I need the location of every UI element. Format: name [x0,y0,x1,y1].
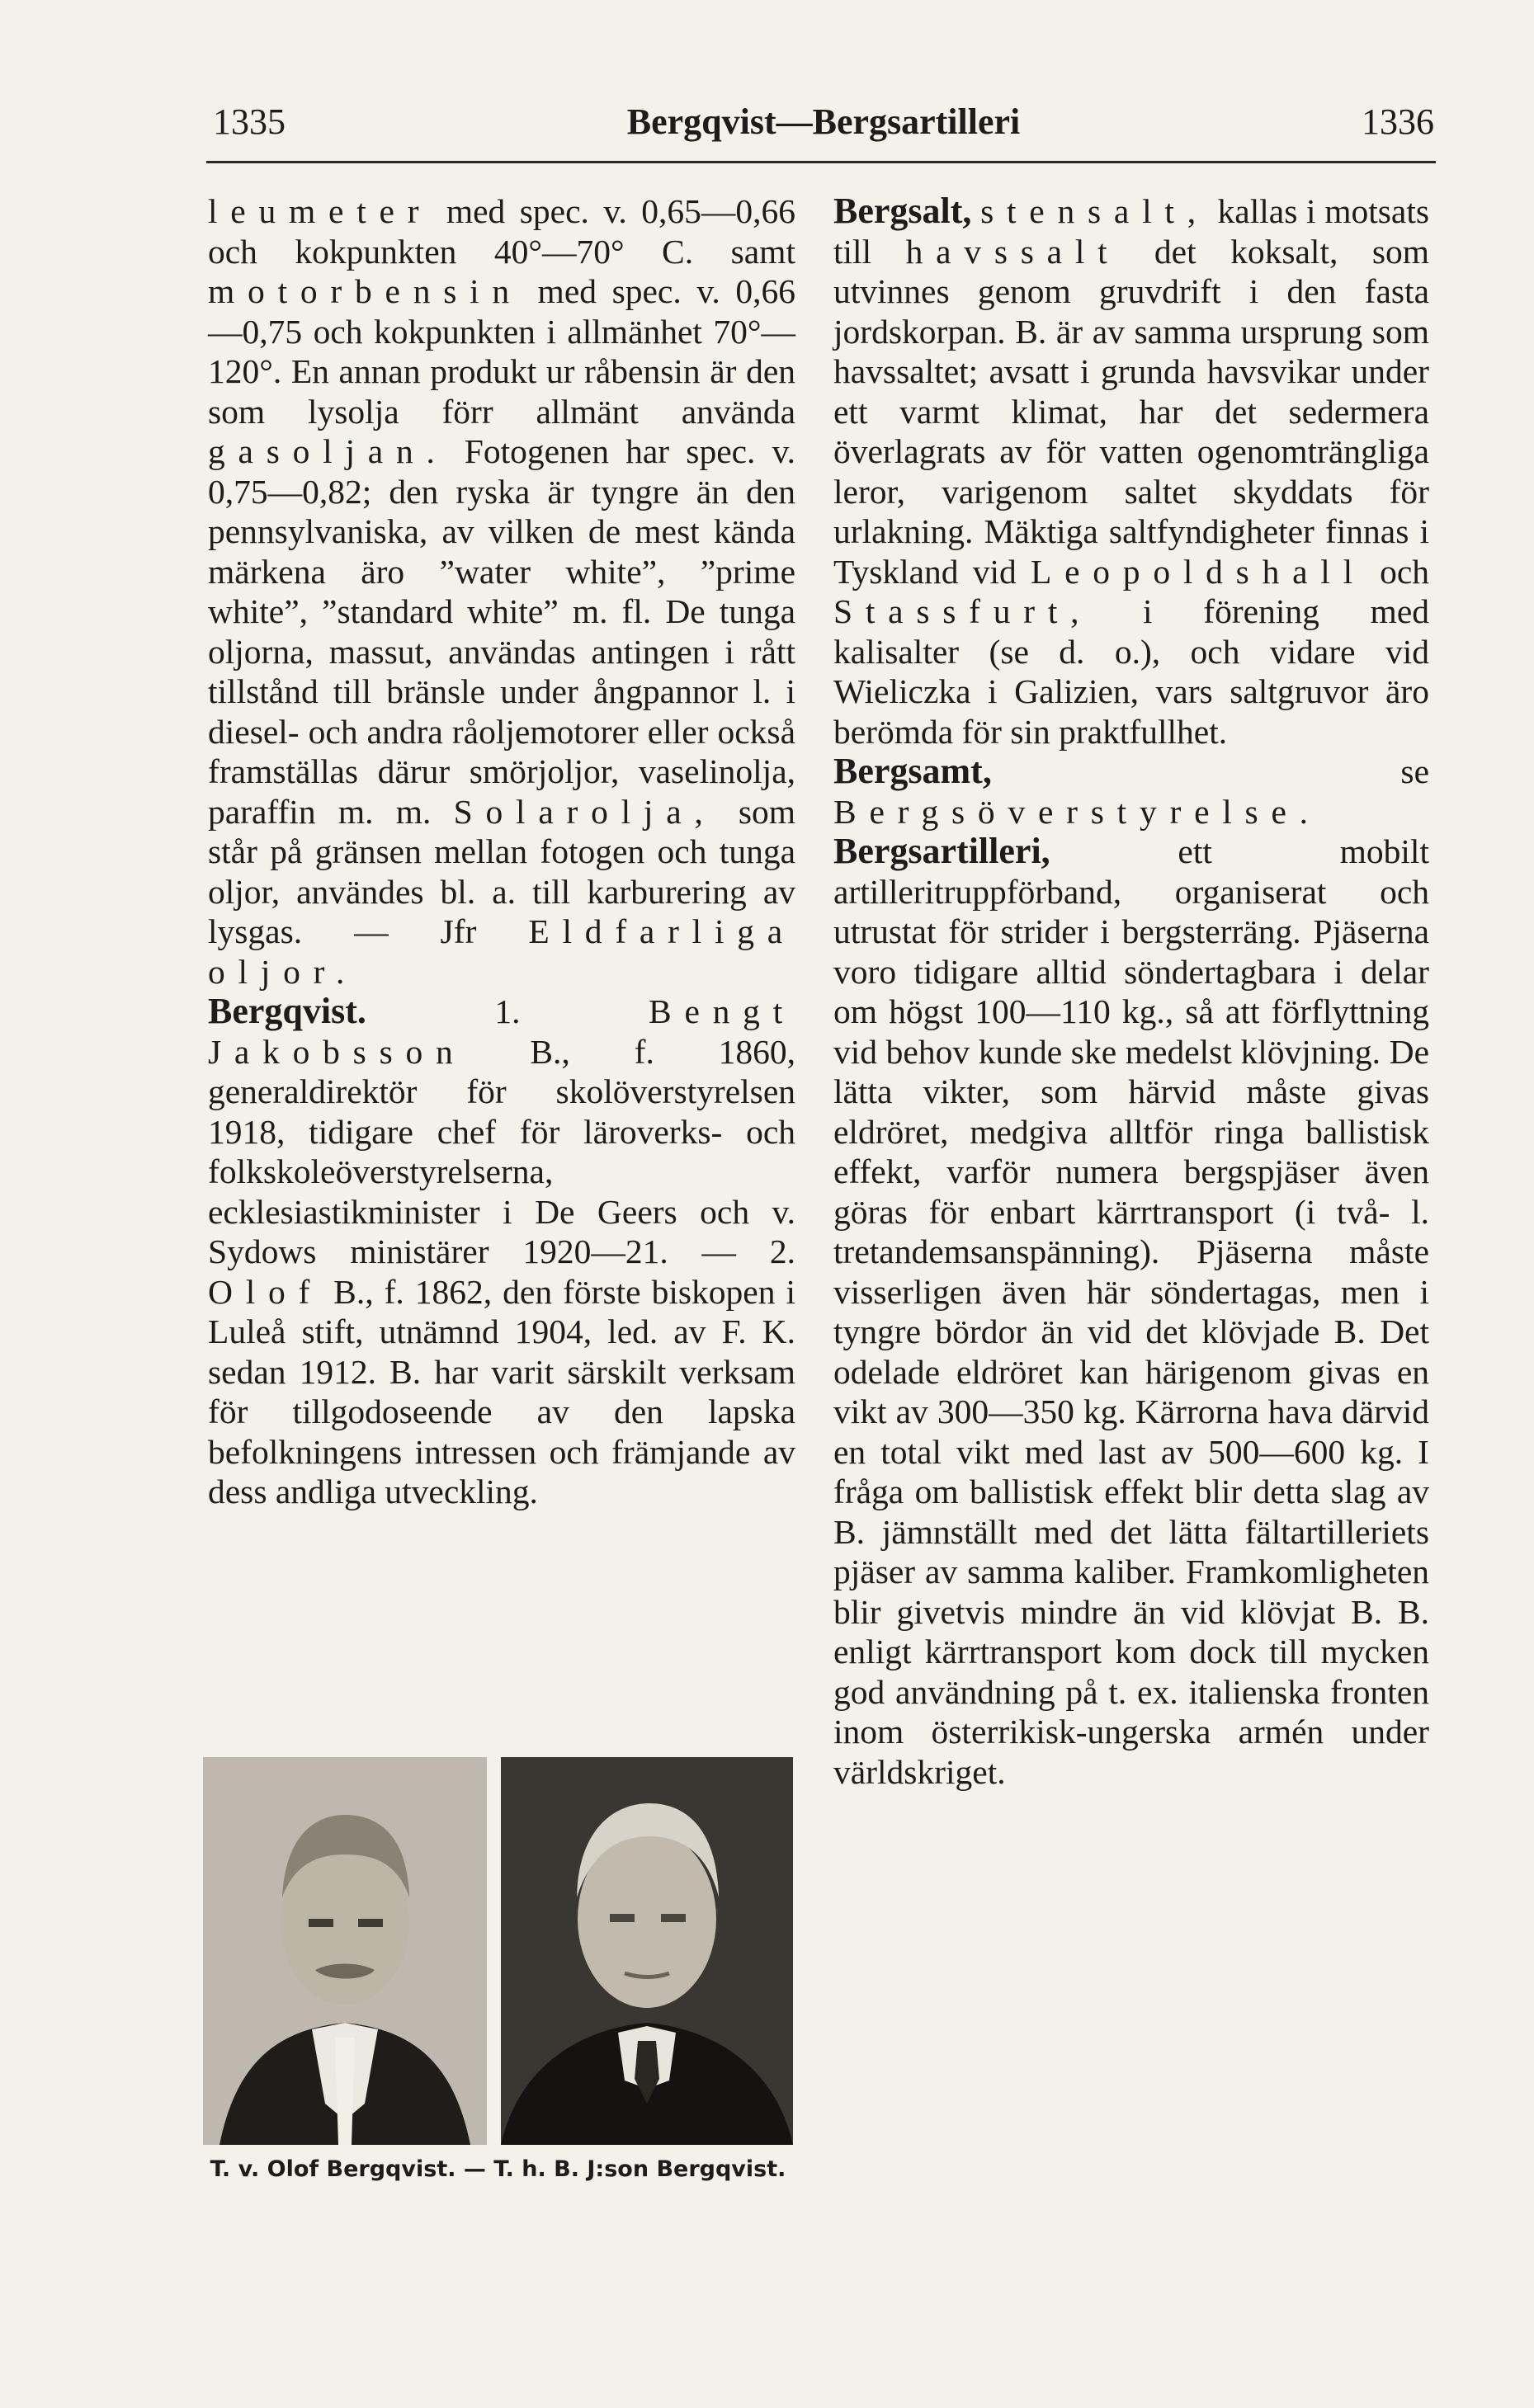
spaced-term: Leopoldshall [1030,552,1366,591]
spaced-term: Eldfarliga oljor. [208,912,795,991]
running-title: Bergqvist—Bergsartilleri [626,101,1021,142]
spaced-term: motorbensin [208,272,522,310]
headword: Bergqvist. [208,991,366,1031]
header-rule [206,161,1436,163]
text-run [971,192,980,230]
text-run: med spec. v. 0,66—0,75 och kokpunkten i allmänhet 70°—120°. En annan produkt ur råbensin är den som lysolja förr allmänt använda [208,272,795,431]
headword: Bergsalt, [833,191,972,231]
spaced-term: Bergsöverstyrelse. [833,792,1321,831]
paragraph-gasoline-oils [208,191,795,992]
figure-caption: T. v. Olof Bergqvist. — T. h. B. J:son Bergqvist. [210,2156,786,2182]
entry-bergsalt [833,191,1429,752]
right-column [833,191,1429,1792]
spaced-term: stensalt, [980,192,1209,230]
spaced-term: leumeter [208,192,432,230]
headword: Bergsartilleri, [833,831,1050,871]
text-run: Fotogenen har spec. v. 0,75—0,82; den ryska är tyngre än den pennsylvaniska, av vilken de mest kända märkena äro ”water white”, ”prime white”, ”standard white” m. fl. De tunga oljorna, massut, användas antingen i rått tillstånd till bränsle under ångpannor l. i diesel- och andra råoljemotorer eller också framställas därur smörjoljor, vaselinolja, paraffin m. m. [208,432,795,831]
spaced-term: Bengt Jakobsson [208,992,795,1071]
headword: Bergsamt, [833,751,992,791]
text-run: 1. [366,992,649,1030]
spaced-term: Olof [208,1272,323,1311]
text-run: och [1365,552,1429,591]
text-run: det koksalt, som utvinnes genom gruvdrift i den fasta jordskorpan. B. är av samma ursprung som havssaltet; avsatt i grunda havsvikar under ett varmt klimat, har det sedermera överlagrats av för vatten ogenomträngliga leror, varigenom saltet skyddats för urlakning. Mäktiga saltfyndigheter finnas i Tyskland vid [833,232,1429,591]
text-run: B., f. 1862, den förste biskopen i Luleå stift, utnämnd 1904, led. av F. K. sedan 1912. B. har varit särskilt verksam för tillgodoseende av den lapska befolkningens intressen och främjande av dess andliga utveckling. [208,1272,795,1510]
page-number-right: 1336 [1362,101,1434,142]
portrait-olof-bergqvist [203,1757,487,2145]
spaced-term: gasoljan. [208,432,448,470]
text-run: i förening med kalisalter (se d. o.), och vidare vid Wieliczka i Galizien, vars saltgruvor äro berömda för sin praktfullhet. [833,592,1429,751]
text-run: B., f. 1860, generaldirektör för skolöverstyrelsen 1918, tidigare chef för läroverks- och folkskoleöverstyrelserna, ecklesiastikminister i De Geers och v. Sydows ministärer 1920—21. — 2. [208,1032,795,1270]
spaced-term: havssalt [905,232,1121,271]
text-run: se [991,752,1429,790]
portrait-bengt-jakobsson-bergqvist [501,1757,793,2145]
entry-bergsartilleri [833,832,1429,1792]
page-header [213,97,1434,155]
text-run: kallas i motsats till [833,192,1430,271]
text-run: med spec. v. 0,65—0,66 och kokpunkten 40°—70° C. samt [208,192,795,271]
portrait-figure [203,1757,793,2145]
entry-bergsamt [833,752,1429,832]
text-run: ett mobilt artilleritruppförband, organiserat och utrustat för strider i bergsterräng. Pjäserna voro tidigare alltid söndertagbara i delar om högst 100—110 kg., så att förflyttning vid behov kunde ske medelst klövjning. De lätta vikter, som härvid måste givas eldröret, medgiva alltför ringa ballistisk effekt, varför numera bergspjäser även göras för enbart kärrtransport (i två- l. tretandemsanspänning). Pjäserna måste visserligen även här söndertagas, men i tyngre bördor än vid det klövjade B. Det odelade eldröret kan härigenom givas en vikt av 300—350 kg. Kärrorna hava därvid en total vikt med last av 500—600 kg. I fråga om ballistisk effekt blir detta slag av B. jämnställt med det lätta fältartilleriets pjäser av samma kaliber. Framkomligheten blir givetvis mindre än vid klövjat B. B. enligt kärrtransport kom dock till mycken god användning på t. ex. italienska fronten inom österrikisk-ungerska armén under världskriget. [833,832,1429,1791]
spaced-term: Solarolja, [453,792,716,831]
text-run: som står på gränsen mellan fotogen och tunga oljor, användes bl. a. till karburering av lysgas. — Jfr [208,792,795,950]
entry-bergqvist [208,992,795,1512]
page-number-left: 1335 [213,101,286,142]
spaced-term: Stassfurt, [833,592,1093,630]
left-column [208,191,795,1512]
